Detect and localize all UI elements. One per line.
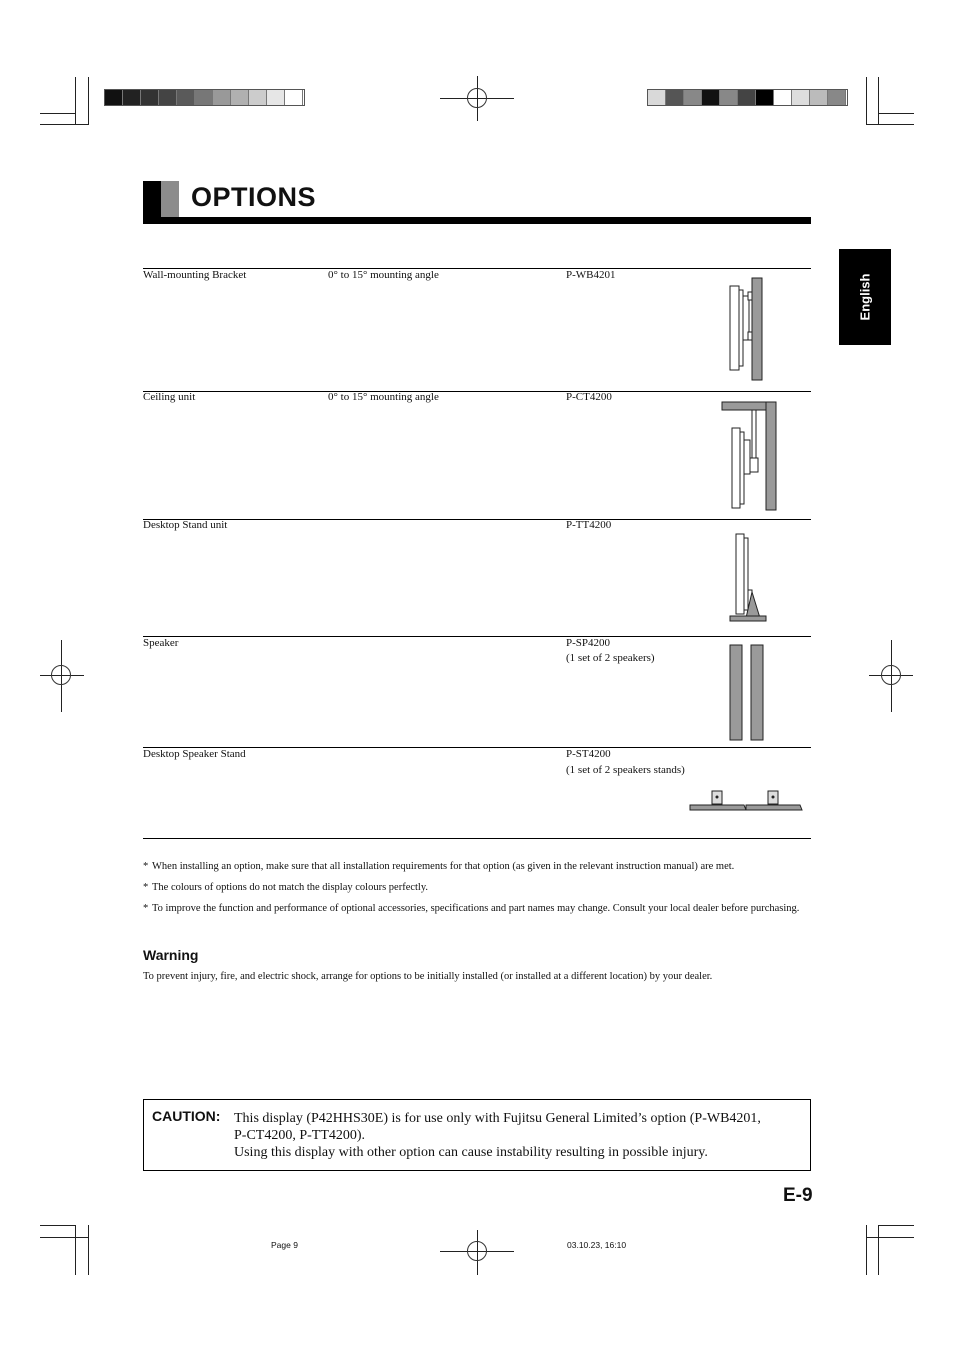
note-marker: * [143,903,149,914]
option-model: P-CT4200 [566,391,612,403]
color-swatch [249,90,267,105]
note-text: To improve the function and performance of optional accessories, specifications and part names may change. Consult your local dealer before purchasing. [152,903,800,914]
language-tab [839,249,891,345]
caution-text-line: P-CT4200, P-TT4200). [234,1128,366,1143]
color-swatch [774,90,792,105]
color-swatch [141,90,159,105]
caution-label: CAUTION: [152,1108,221,1124]
option-note: (1 set of 2 speakers) [566,652,655,664]
note-text: When installing an option, make sure that all installation requirements for that option (as given in the relevant instruction manual) are met. [152,861,735,872]
option-detail: 0° to 15° mounting angle [328,391,439,403]
warning-heading: Warning [143,947,199,963]
option-model: P-ST4200 [566,748,611,760]
note-item [143,859,811,875]
page-title: OPTIONS [191,182,317,212]
note-text: The colours of options do not match the display colours perfectly. [152,882,429,893]
option-model: P-SP4200 [566,637,611,649]
color-swatch [684,90,702,105]
color-swatch [231,90,249,105]
footer-page: Page 9 [271,1240,298,1250]
note-item [143,901,811,917]
color-swatch [267,90,285,105]
color-swatch [285,90,303,105]
color-swatch [792,90,810,105]
color-swatch [702,90,720,105]
page-number: E-9 [783,1185,813,1206]
note-marker: * [143,861,149,872]
caution-text-line: Using this display with other option can cause instability resulting in possible injury. [234,1145,708,1160]
table-rule [143,391,811,392]
speaker-icon [728,644,768,742]
color-swatch [195,90,213,105]
title-marker [143,181,179,217]
option-name: Desktop Speaker Stand [143,748,246,760]
color-swatch [666,90,684,105]
color-swatch [177,90,195,105]
color-swatch [828,90,846,105]
color-swatch [720,90,738,105]
ceiling-unit-icon [720,400,780,512]
desktop-stand-icon [726,530,770,624]
footer-timestamp: 03.10.23, 16:10 [567,1240,627,1250]
table-rule [143,519,811,520]
warning-text: To prevent injury, fire, and electric shock, arrange for options to be initially installed (or installed at a different location) by your dealer. [143,971,713,982]
speaker-stand-icon [688,788,806,814]
note-marker: * [143,882,149,893]
title-rule [143,217,811,224]
note-item [143,880,811,896]
color-swatch [123,90,141,105]
color-swatch [756,90,774,105]
option-name: Speaker [143,637,179,649]
caution-text-line: This display (P42HHS30E) is for use only with Fujitsu General Limited’s option (P-WB4201, [234,1111,761,1126]
color-swatch [213,90,231,105]
language-tab-label: English [857,273,873,321]
option-name: Wall-mounting Bracket [143,269,247,281]
wall-bracket-icon [726,276,770,382]
color-bar-left [104,89,305,106]
color-swatch [159,90,177,105]
color-swatch [810,90,828,105]
color-bar-right [647,89,848,106]
option-name: Desktop Stand unit [143,519,228,531]
option-detail: 0° to 15° mounting angle [328,269,439,281]
table-rule [143,636,811,637]
color-swatch [648,90,666,105]
color-swatch [105,90,123,105]
option-model: P-TT4200 [566,519,612,531]
option-name: Ceiling unit [143,391,196,403]
option-note: (1 set of 2 speakers stands) [566,764,685,776]
table-rule [143,838,811,839]
option-model: P-WB4201 [566,269,616,281]
color-swatch [738,90,756,105]
